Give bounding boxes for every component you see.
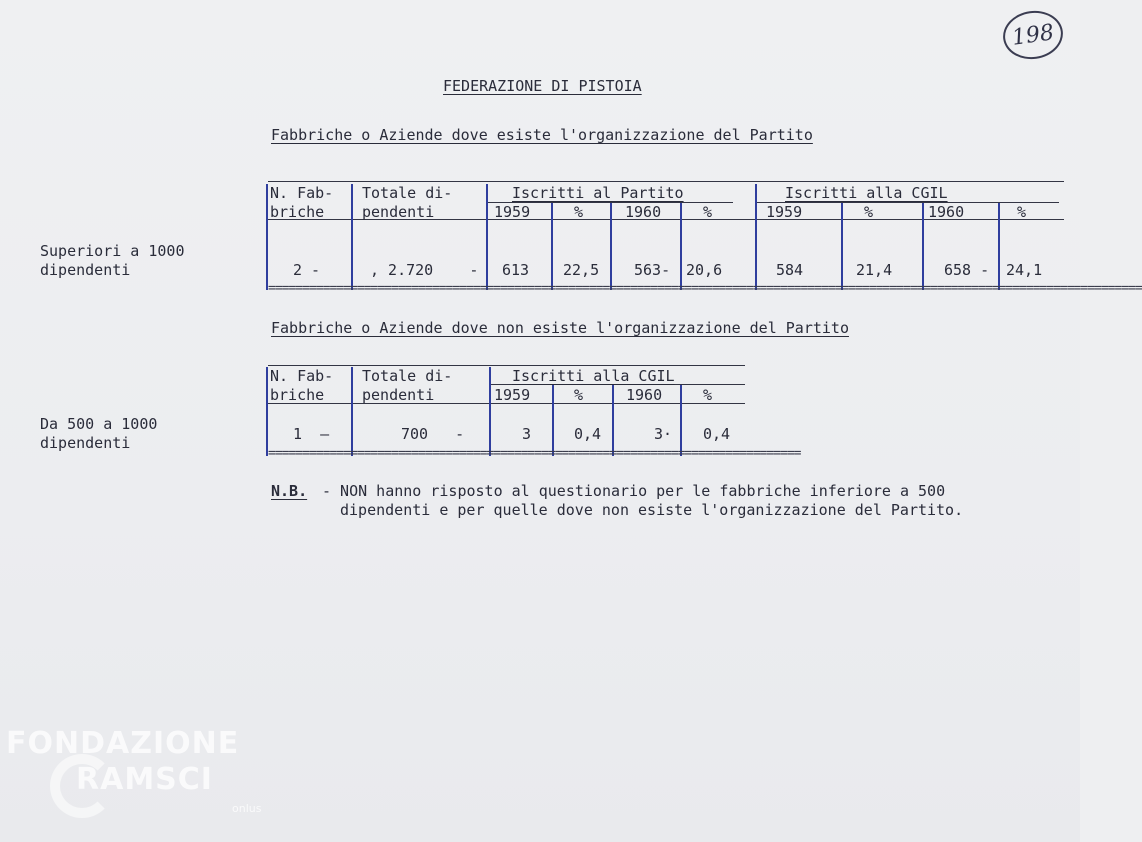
- cell-totale: , 2.720 -: [370, 261, 479, 279]
- header-c-1959-pct: %: [864, 203, 874, 221]
- table-bottom-rule: ================================================================================================================================: [268, 281, 1142, 296]
- section1-row-label-2: dipendenti: [40, 261, 131, 279]
- header-c-1960: 1960: [928, 203, 965, 221]
- t2-cell-1960: 3·: [654, 425, 673, 443]
- cell-p-1960-pct: 20,6: [686, 261, 723, 279]
- document-title: FEDERAZIONE DI PISTOIA: [443, 77, 642, 95]
- cell-c-1959-pct: 21,4: [856, 261, 893, 279]
- cell-c-1960-pct: 24,1: [1006, 261, 1043, 279]
- header-c-1959: 1959: [766, 203, 803, 221]
- note-label: N.B.: [271, 482, 308, 500]
- header-n-fab-1: N. Fab-: [270, 184, 334, 202]
- header-totale-1: Totale di-: [362, 184, 453, 202]
- cell-p-1960: 563-: [634, 261, 671, 279]
- header-p-1959: 1959: [494, 203, 531, 221]
- cell-n-fab: 2 -: [293, 261, 321, 279]
- note-line-2: dipendenti e per quelle dove non esiste l'organizzazione del Partito.: [340, 501, 964, 519]
- cell-c-1959: 584: [776, 261, 804, 279]
- header-p-1959-pct: %: [574, 203, 584, 221]
- note-line-1: - NON hanno risposto al questionario per le fabbriche inferiore a 500: [322, 482, 946, 500]
- page-number: 198: [1010, 19, 1056, 51]
- watermark-line-2: RAMSCI: [76, 762, 213, 797]
- t2-cell-1959-pct: 0,4: [574, 425, 602, 443]
- t2-header-totale-1: Totale di-: [362, 367, 453, 385]
- t2-header-totale-2: pendenti: [362, 386, 435, 404]
- section2-row-label-2: dipendenti: [40, 434, 131, 452]
- t2-cell-n-fab: 1 —: [293, 425, 330, 443]
- t2-cell-totale: 700 -: [401, 425, 465, 443]
- section1-heading: Fabbriche o Aziende dove esiste l'organizzazione del Partito: [271, 126, 813, 144]
- t2-bottom-rule: ==============================================================================: [268, 446, 801, 461]
- t2-header-n-fab-2: briche: [270, 386, 325, 404]
- section2-heading: Fabbriche o Aziende dove non esiste l'organizzazione del Partito: [271, 319, 849, 337]
- page-number-stamp: [1000, 7, 1066, 63]
- header-n-fab-2: briche: [270, 203, 325, 221]
- section2-row-label-1: Da 500 a 1000: [40, 415, 158, 433]
- header-p-1960: 1960: [625, 203, 662, 221]
- header-c-1960-pct: %: [1017, 203, 1027, 221]
- t2-header-1960-pct: %: [703, 386, 713, 404]
- foundation-watermark: [6, 726, 266, 826]
- t2-header-1960: 1960: [626, 386, 663, 404]
- watermark-line-3: onlus: [232, 802, 262, 815]
- t2-header-group-cgil: Iscritti alla CGIL: [512, 367, 675, 385]
- cell-p-1959-pct: 22,5: [563, 261, 600, 279]
- header-group-partito: Iscritti al Partito: [512, 184, 684, 202]
- t2-cell-1959: 3: [522, 425, 532, 443]
- t2-header-n-fab-1: N. Fab-: [270, 367, 334, 385]
- cell-c-1960: 658 -: [944, 261, 990, 279]
- section1-row-label-1: Superiori a 1000: [40, 242, 185, 260]
- header-totale-2: pendenti: [362, 203, 435, 221]
- t2-header-1959: 1959: [494, 386, 531, 404]
- header-p-1960-pct: %: [703, 203, 713, 221]
- watermark-line-1: FONDAZIONE: [6, 726, 240, 761]
- header-group-cgil: Iscritti alla CGIL: [785, 184, 948, 202]
- t2-header-1959-pct: %: [574, 386, 584, 404]
- cell-p-1959: 613: [502, 261, 530, 279]
- t2-cell-1960-pct: 0,4: [703, 425, 731, 443]
